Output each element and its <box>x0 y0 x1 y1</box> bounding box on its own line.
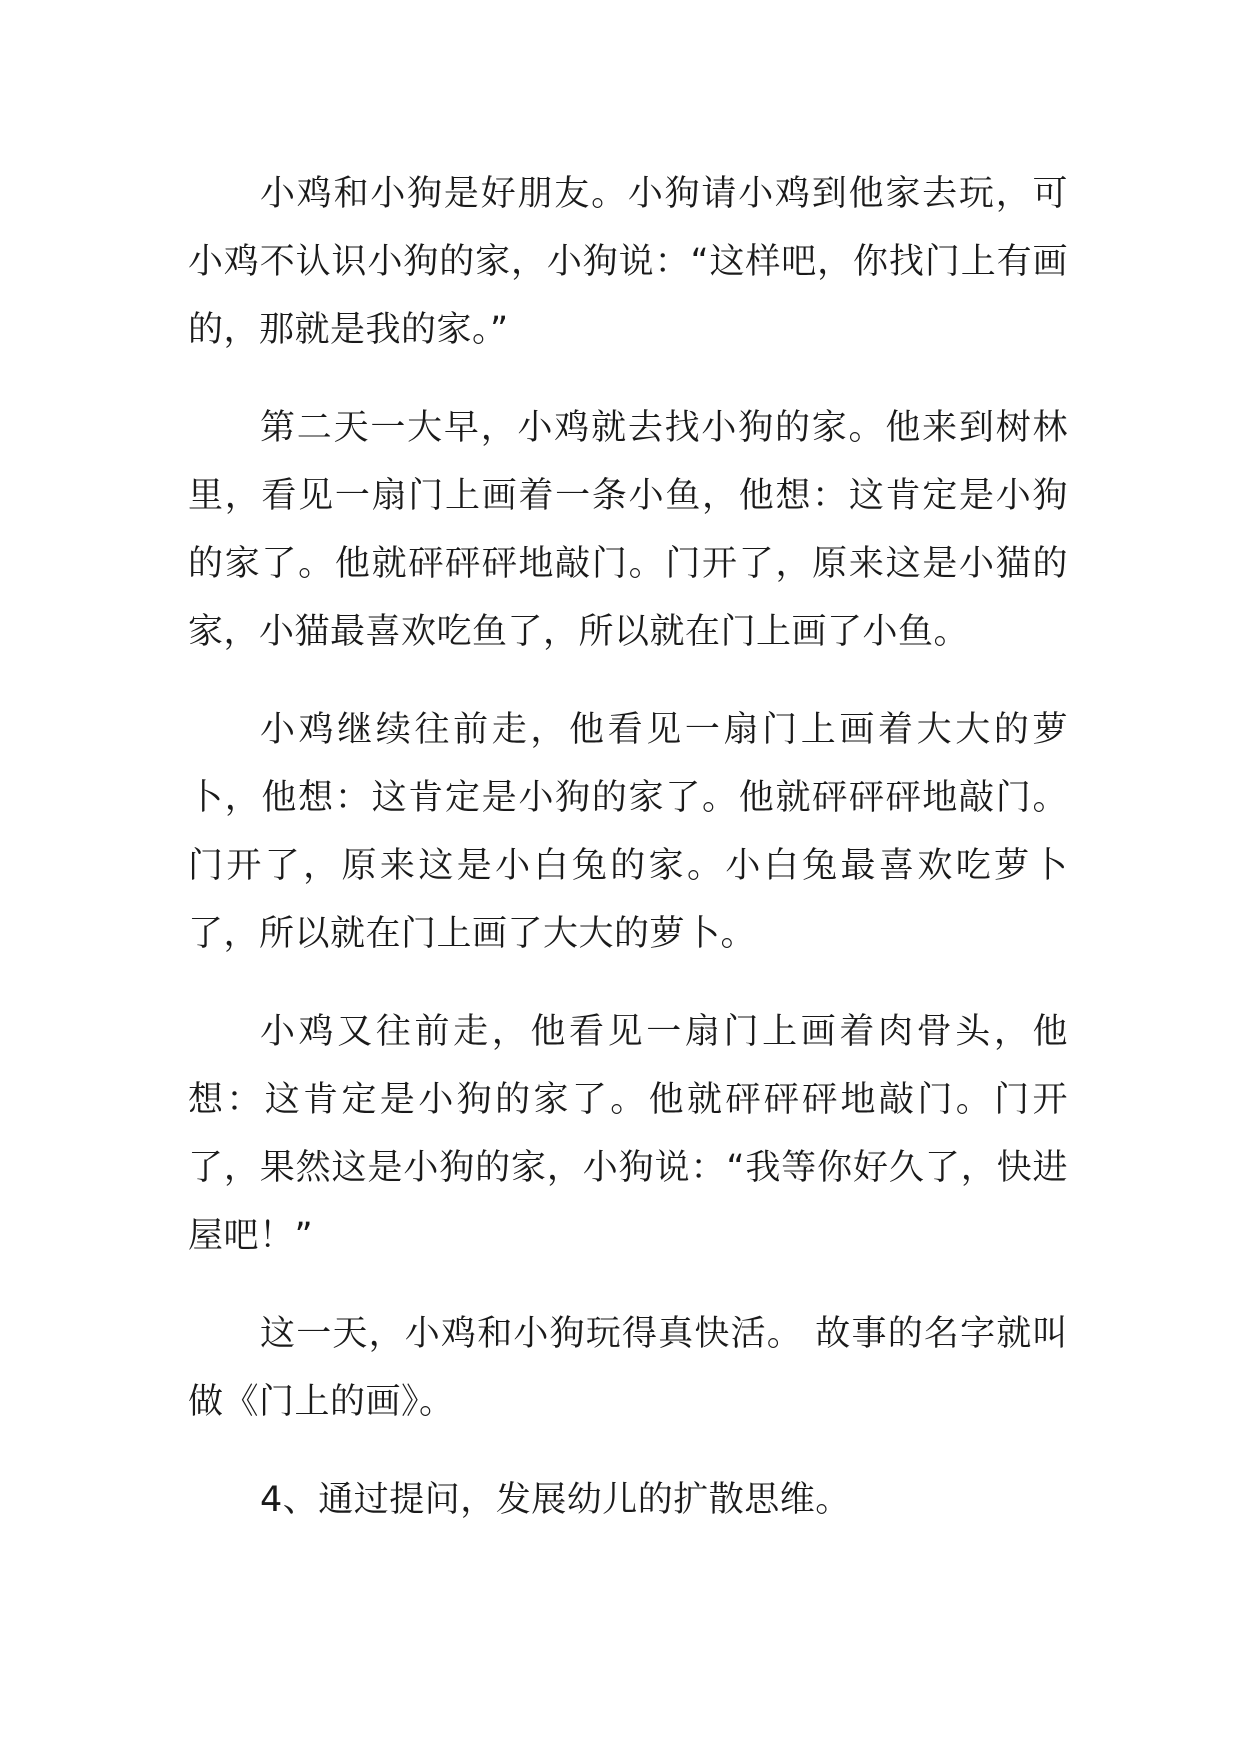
paragraph-story-title: 这一天，小鸡和小狗玩得真快活。 故事的名字就叫做《门上的画》。 <box>188 1314 1068 1422</box>
document-page <box>188 160 1068 1564</box>
paragraph-invitation: 小鸡和小狗是好朋友。小狗请小鸡到他家去玩，可小鸡不认识小狗的家，小狗说：“这样吧，你找门上有画的，那就是我的家。” <box>188 174 1068 350</box>
paragraph-cat-door: 第二天一大早，小鸡就去找小狗的家。他来到树林里，看见一扇门上画着一条小鱼，他想：这肯定是小狗的家了。他就砰砰砰地敲门。门开了，原来这是小猫的家，小猫最喜欢吃鱼了，所以就在门上画了小鱼。 <box>188 408 1068 652</box>
paragraph-rabbit-door: 小鸡继续往前走，他看见一扇门上画着大大的萝卜，他想：这肯定是小狗的家了。他就砰砰砰地敲门。门开了，原来这是小白兔的家。小白兔最喜欢吃萝卜了，所以就在门上画了大大的萝卜。 <box>188 710 1068 954</box>
paragraph-dog-door: 小鸡又往前走，他看见一扇门上画着肉骨头，他想：这肯定是小狗的家了。他就砰砰砰地敲门。门开了，果然这是小狗的家，小狗说：“我等你好久了，快进屋吧！” <box>188 1012 1068 1256</box>
paragraph-step-four: 4、通过提问，发展幼儿的扩散思维。 <box>260 1480 851 1520</box>
